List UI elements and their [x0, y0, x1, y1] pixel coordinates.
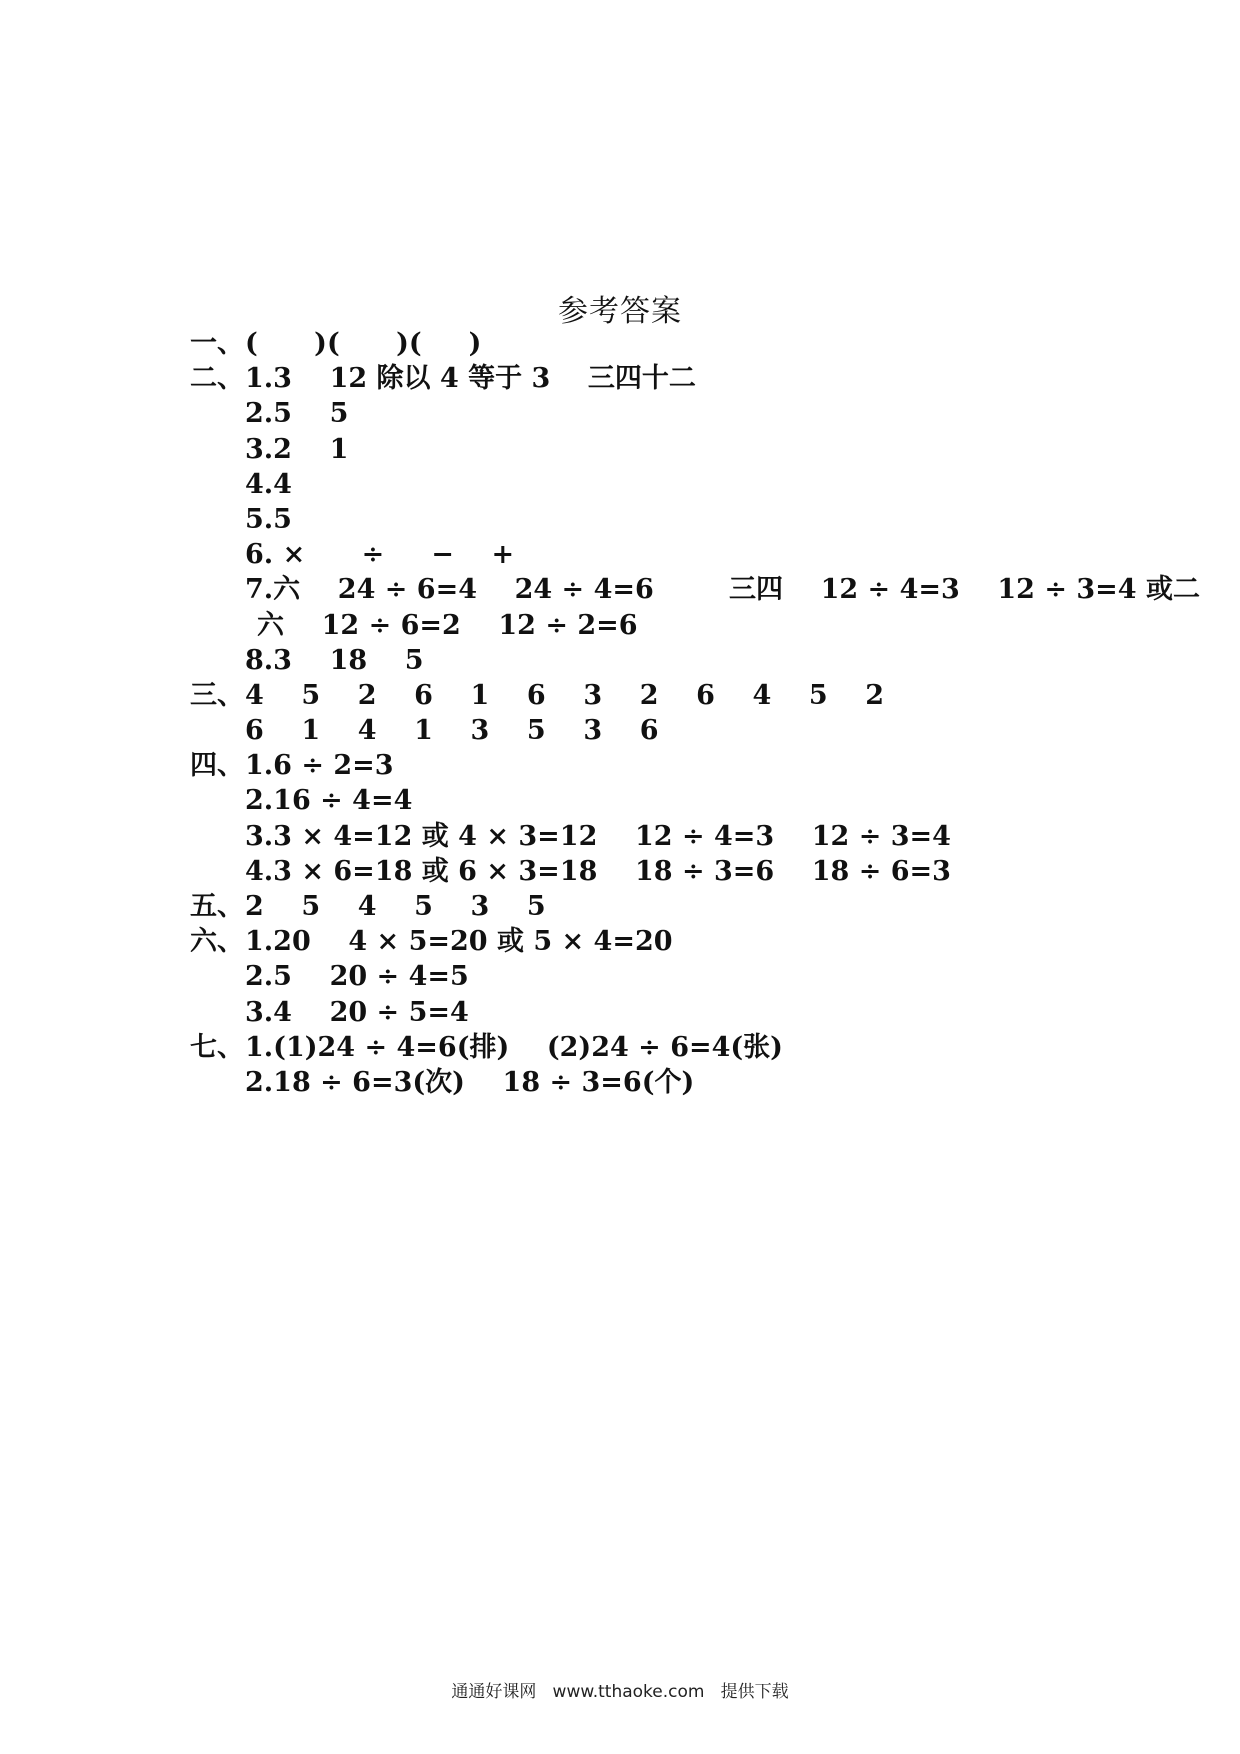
section-4-line-4: 4.3 × 6=18 或 6 × 3=18 18 ÷ 3=6 18 ÷ 6=3	[245, 855, 951, 887]
section-2-row-2	[190, 396, 1190, 431]
section-6-line-3: 3.4 20 ÷ 5=4	[245, 996, 469, 1028]
section-5-row-1	[190, 889, 1190, 924]
section-7-row-2	[190, 1065, 1190, 1100]
section-1-label: 一、	[190, 328, 244, 359]
page-title: 参考答案	[558, 294, 682, 329]
section-6-line-1: 1.20 4 × 5=20 或 5 × 4=20	[245, 926, 673, 958]
section-4-row-2	[190, 783, 1190, 818]
section-2-line-3: 3.2 1	[245, 433, 349, 465]
section-7-line-1: 1.(1)24 ÷ 4=6(排) (2)24 ÷ 6=4(张)	[245, 1031, 783, 1063]
section-4-label: 四、	[190, 750, 244, 782]
section-4-row-1	[190, 748, 1190, 783]
section-2-line-2: 2.5 5	[245, 398, 349, 430]
section-4-line-1: 1.6 ÷ 2=3	[245, 750, 394, 782]
section-2-row-9	[190, 643, 1190, 678]
section-1-row-1	[190, 326, 1190, 361]
section-3-label: 三、	[190, 679, 244, 711]
section-7-row-1	[190, 1030, 1190, 1065]
section-6-row-3	[190, 995, 1190, 1030]
section-2-row-4	[190, 467, 1190, 502]
section-2-row-7	[190, 572, 1200, 607]
section-2-row-5	[190, 502, 1190, 537]
section-5-line-1: 2 5 4 5 3 5	[245, 891, 546, 922]
section-2-line-8: 六 12 ÷ 6=2 12 ÷ 2=6	[257, 609, 638, 641]
section-2-row-8	[190, 608, 1190, 643]
section-2-line-1: 1.3 12 除以 4 等于 3 三四十二	[245, 363, 696, 395]
section-4-row-3	[190, 819, 1190, 854]
section-2-line-6: 6. × ÷ − +	[245, 539, 515, 571]
section-3-row-2	[190, 713, 1190, 748]
section-6-row-1	[190, 924, 1190, 959]
section-3-row-1	[190, 678, 1190, 713]
section-7-label: 七、	[190, 1031, 244, 1063]
section-6-label: 六、	[190, 926, 244, 958]
section-2-row-1	[190, 361, 1190, 396]
section-3-line-2: 6 1 4 1 3 5 3 6	[245, 715, 659, 747]
section-4-row-4	[190, 854, 1190, 889]
section-2-row-3	[190, 432, 1190, 467]
section-6-row-2	[190, 959, 1190, 994]
section-2-label: 二、	[190, 363, 244, 395]
section-5-label: 五、	[190, 891, 244, 922]
section-3-line-1: 4 5 2 6 1 6 3 2 6 4 5 2	[245, 679, 885, 711]
section-2-line-4: 4.4	[245, 468, 292, 500]
section-2-line-5: 5.5	[245, 503, 292, 535]
section-7-line-2: 2.18 ÷ 6=3(次) 18 ÷ 3=6(个)	[245, 1066, 695, 1098]
section-1-line-1: ( )( )( )	[245, 328, 482, 359]
section-2-line-7: 7.六 24 ÷ 6=4 24 ÷ 4=6 三四 12 ÷ 4=3 12 ÷ 3=4 或二	[245, 574, 1200, 606]
section-2-line-9: 8.3 18 5	[245, 644, 424, 676]
section-4-line-2: 2.16 ÷ 4=4	[245, 785, 413, 817]
section-4-line-3: 3.3 × 4=12 或 4 × 3=12 12 ÷ 4=3 12 ÷ 3=4	[245, 820, 951, 852]
answer-list	[190, 326, 1200, 1100]
footer-source-note: 通通好课网 www.tthaoke.com 提供下载	[451, 1682, 789, 1702]
section-2-row-6	[190, 537, 1190, 572]
section-6-line-2: 2.5 20 ÷ 4=5	[245, 961, 469, 993]
